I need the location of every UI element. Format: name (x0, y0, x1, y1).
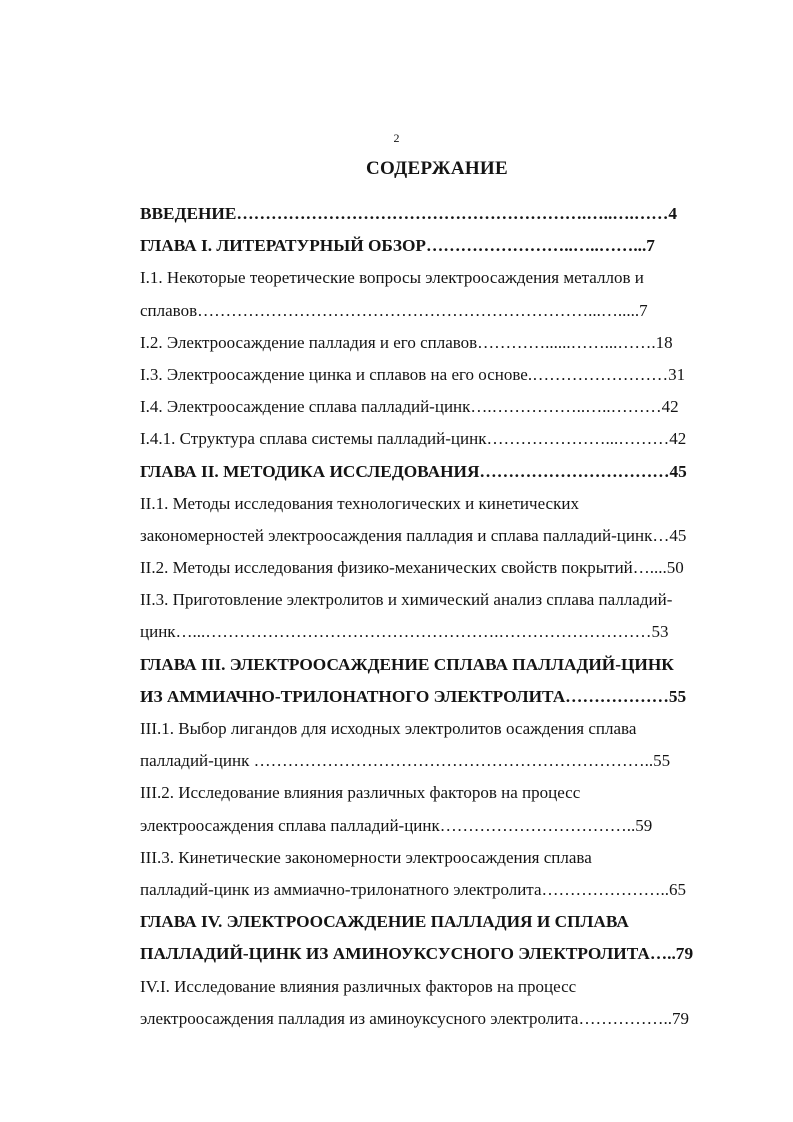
toc-line: палладий-цинк ……………………………………………………………..55 (140, 751, 671, 771)
toc-line: цинк…...…………………………………………….………………………53 (140, 622, 669, 642)
toc-line: III.1. Выбор лигандов для исходных электролитов осаждения сплава (140, 719, 637, 738)
toc-line: закономерностей электроосаждения палладия и сплава палладий-цинк…45 (140, 525, 687, 545)
toc-line: III.2. Исследование влияния различных факторов на процесс (140, 783, 581, 803)
page-number: 2 (393, 131, 400, 145)
toc-line: II.1. Методы исследования технологических и кинетических (140, 493, 579, 513)
toc-line: ВВЕДЕНИЕ…………………………………………………….…..….……4 (140, 204, 678, 223)
toc-line: IV.I. Исследование влияния различных факторов на процесс (140, 976, 577, 996)
toc-line: II.3. Приготовление электролитов и химический анализ сплава палладий- (140, 590, 673, 610)
toc-line: ПАЛЛАДИЙ-ЦИНК ИЗ АМИНОУКСУСНОГО ЭЛЕКТРОЛИТА…..79 (140, 944, 694, 964)
toc-line: I.3. Электроосаждение цинка и сплавов на его основе.……………………31 (140, 364, 686, 384)
toc-line: ГЛАВА II. МЕТОДИКА ИССЛЕДОВАНИЯ……………………………45 (140, 461, 687, 481)
toc-line: I.4.1. Структура сплава системы палладий-цинк…………………...………42 (140, 429, 687, 449)
table-of-contents (140, 198, 738, 1035)
toc-line: сплавов……………………………………………………………...….....7 (140, 300, 648, 320)
toc-line: ГЛАВА III. ЭЛЕКТРООСАЖДЕНИЕ СПЛАВА ПАЛЛАДИЙ-ЦИНК (140, 654, 674, 674)
toc-line: электроосаждения сплава палладий-цинк……………………………..59 (140, 815, 653, 835)
page-title: СОДЕРЖАНИЕ (366, 158, 508, 179)
toc-line: III.3. Кинетические закономерности электроосаждения сплава (140, 847, 592, 867)
toc-line: I.1. Некоторые теоретические вопросы электроосаждения металлов и (140, 268, 644, 288)
toc-line: ГЛАВА I. ЛИТЕРАТУРНЫЙ ОБЗОР……………………..…..……...7 (140, 236, 655, 256)
toc-line: II.2. Методы исследования физико-механических свойств покрытий…....50 (140, 558, 684, 578)
toc-line: палладий-цинк из аммиачно-трилонатного электролита…………………..65 (140, 879, 686, 899)
toc-line: ГЛАВА IV. ЭЛЕКТРООСАЖДЕНИЕ ПАЛЛАДИЯ И СПЛАВА (140, 912, 629, 932)
toc-line: ИЗ АММИАЧНО-ТРИЛОНАТНОГО ЭЛЕКТРОЛИТА………………55 (140, 686, 687, 706)
toc-line: электроосаждения палладия из аминоуксусного электролита……………..79 (140, 1008, 689, 1028)
toc-line: I.4. Электроосаждение сплава палладий-цинк….……………..…..………42 (140, 397, 679, 417)
toc-line: I.2. Электроосаждение палладия и его сплавов…………......……...…….18 (140, 332, 673, 352)
